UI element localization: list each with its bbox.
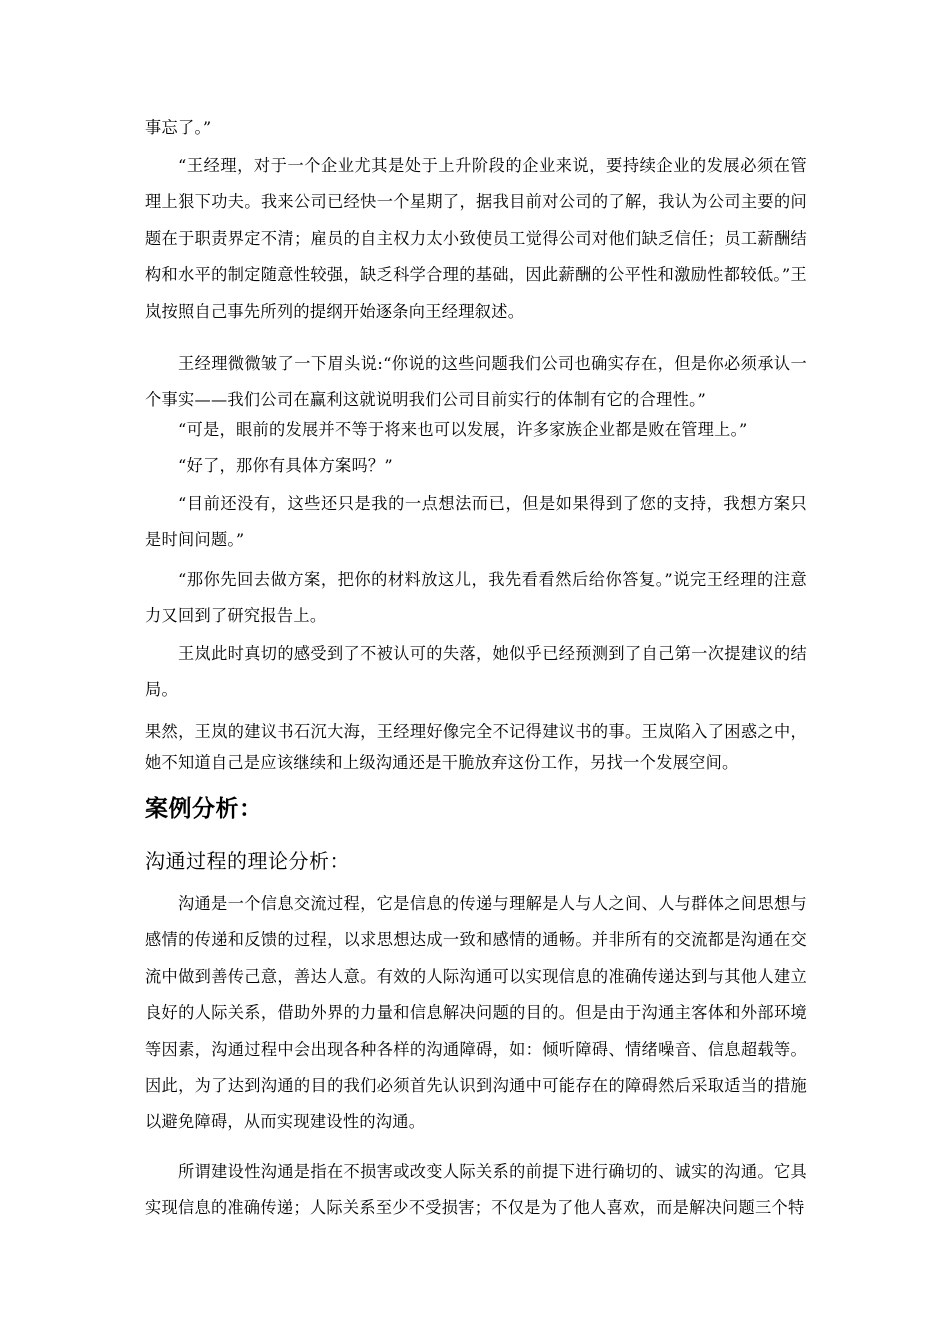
paragraph-continuation: 事忘了。”	[145, 118, 212, 137]
heading-theory-analysis: 沟通过程的理论分析：	[145, 849, 350, 873]
paragraph-communication-definition: 沟通是一个信息交流过程，它是信息的传递与理解是人与人之间、人与群体之间思想与感情的传递和反馈的过程，以求思想达成一致和感情的通畅。并非所有的交流都是沟通在交流中做到善传己意，善达人意。有效的人际沟通可以实现信息的准确传递达到与其他人建立良好的人际关系，借助外界的力量和信息解决问题的目的。但是由于沟通主客体和外部环境等因素，沟通过程中会出现各种各样的沟通障碍，如：倾听障碍、情绪噪音、信息超载等。因此，为了达到沟通的目的我们必须首先认识到沟通中可能存在的障碍然后采取适当的措施以避免障碍，从而实现建设性的沟通。	[145, 894, 807, 1132]
paragraph-outcome: 果然，王岚的建议书石沉大海，王经理好像完全不记得建议书的事。王岚陷入了困惑之中，她不知道自己是应该继续和上级沟通还是干脆放弃这份工作，另找一个发展空间。	[145, 722, 807, 772]
paragraph-dialogue-go-back: “那你先回去做方案，把你的材料放这儿，我先看看然后给你答复。”说完王经理的注意力又回到了研究报告上。	[145, 570, 807, 626]
paragraph-wang-lan-disappointment: 王岚此时真切的感受到了不被认可的失落，她似乎已经预测到了自己第一次提建议的结局。	[145, 644, 807, 700]
paragraph-dialogue-development: “可是，眼前的发展并不等于将来也可以发展，许多家族企业都是败在管理上。”	[178, 420, 748, 439]
paragraph-constructive-communication: 所谓建设性沟通是指在不损害或改变人际关系的前提下进行确切的、诚实的沟通。它具实现信息的准确传递；人际关系至少不受损害；不仅是为了他人喜欢，而是解决问题三个特	[145, 1162, 807, 1218]
paragraph-dialogue-plan-question: “好了，那你有具体方案吗？”	[178, 456, 393, 475]
paragraph-dialogue-no-plan: “目前还没有，这些还只是我的一点想法而已，但是如果得到了您的支持，我想方案只是时间问题。”	[145, 494, 807, 550]
paragraph-wang-lan-proposal: “王经理，对于一个企业尤其是处于上升阶段的企业来说，要持续企业的发展必须在管理上狠下功夫。我来公司已经快一个星期了，据我目前对公司的了解，我认为公司主要的问题在于职责界定不清；雇员的自主权力太小致使员工觉得公司对他们缺乏信任；员工薪酬结构和水平的制定随意性较强，缺乏科学合理的基础，因此薪酬的公平性和激励性都较低。”王岚按照自己事先所列的提纲开始逐条向王经理叙述。	[145, 156, 807, 321]
paragraph-manager-reply: 王经理微微皱了一下眉头说:“你说的这些问题我们公司也确实存在，但是你必须承认一个事实——我们公司在赢利这就说明我们公司目前实行的体制有它的合理性。”	[145, 354, 807, 410]
heading-case-analysis: 案例分析：	[145, 796, 263, 822]
